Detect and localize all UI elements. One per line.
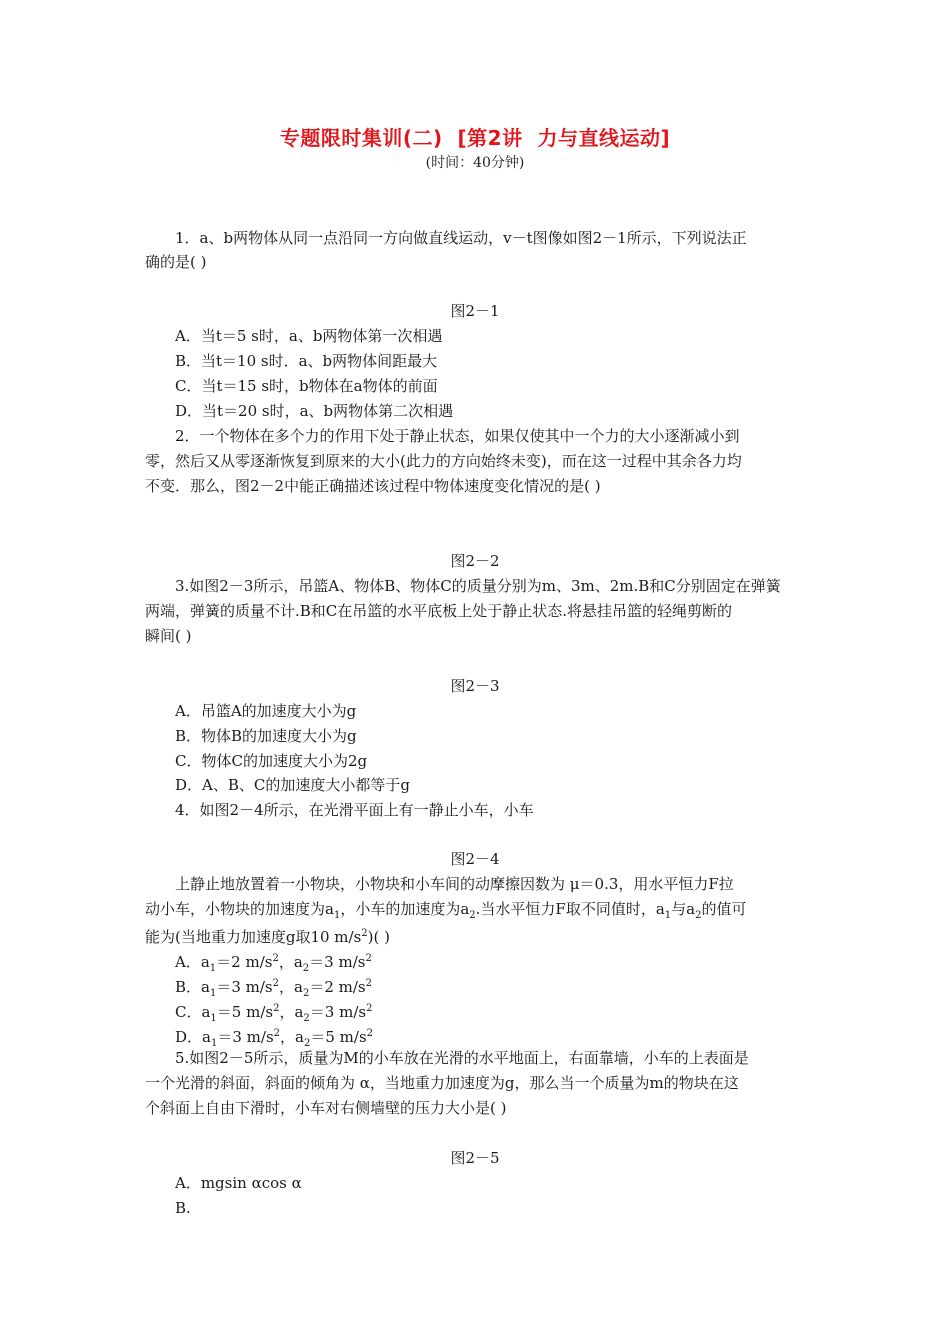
q5-stem-line1: 5.如图2－5所示，质量为M的小车放在光滑的水平地面上，右面靠墙，小车的上表面是 xyxy=(175,1049,749,1067)
q5-stem-line2: 一个光滑的斜面，斜面的倾角为 α，当地重力加速度为g，那么当一个质量为m的物块在这 xyxy=(145,1074,739,1092)
q4-option-c: C．$a_1=5$ $m/s^2$，$a_2=3$ $m/s^2$ xyxy=(175,1003,373,1024)
q4-stem-line2: 上静止地放置着一小物块，小物块和小车间的动摩擦因数为 μ＝0.3，用水平恒力F拉 xyxy=(175,875,734,893)
figure-caption-2-1: 图2－1 xyxy=(450,302,500,320)
q4-option-b: B．$a_1=3$ $m/s^2$，$a_2=2$ $m/s^2$ xyxy=(175,978,373,999)
q1-option-a: A．当t＝5 s时，a、b两物体第一次相遇 xyxy=(175,327,443,345)
q4-stem-line1: 4．如图2－4所示，在光滑平面上有一静止小车，小车 xyxy=(175,801,534,819)
q1-option-b: B．当t＝10 s时．a、b两物体间距最大 xyxy=(175,352,438,370)
q1-stem-line1: 1．a、b两物体从同一点沿同一方向做直线运动，v－t图像如图2－1所示，下列说法正 xyxy=(175,229,747,247)
q3-stem-line2: 两端，弹簧的质量不计.B和C在吊篮的水平底板上处于静止状态.将悬挂吊篮的轻绳剪断的 xyxy=(145,602,733,620)
q2-stem-line3: 不变．那么，图2－2中能正确描述该过程中物体速度变化情况的是( ) xyxy=(145,477,601,495)
figure-caption-2-2: 图2－2 xyxy=(450,552,500,570)
q5-option-b: B. xyxy=(175,1199,191,1217)
q2-stem-line1: 2．一个物体在多个力的作用下处于静止状态，如果仅使其中一个力的大小逐渐减小到 xyxy=(175,427,740,445)
q1-option-c: C．当t＝15 s时，b物体在a物体的前面 xyxy=(175,377,438,395)
q3-option-d: D．A、B、C的加速度大小都等于g xyxy=(175,776,410,794)
q2-stem-line2: 零，然后又从零逐渐恢复到原来的大小(此力的方向始终未变)，而在这一过程中其余各力均 xyxy=(145,452,742,470)
page-title: 专题限时集训(二) [第2讲 力与直线运动] xyxy=(279,126,671,150)
q4-option-a: A．$a_1=2$ $m/s^2$，$a_2=3$ $m/s^2$ xyxy=(175,953,372,974)
q1-option-d: D．当t＝20 s时，a、b两物体第二次相遇 xyxy=(175,402,454,420)
q3-option-b: B．物体B的加速度大小为g xyxy=(175,727,357,745)
q3-option-c: C．物体C的加速度大小为2g xyxy=(175,752,368,770)
q3-stem-line3: 瞬间( ) xyxy=(145,627,192,645)
q4-stem-line3: 动小车，小物块的加速度为$a_1$，小车的加速度为$a_2$.当水平恒力F取不同值时，$a_1$与$a_2$的值可 xyxy=(145,900,747,921)
q5-option-a: A．mgsin αcos α xyxy=(175,1174,302,1192)
q3-option-a: A．吊篮A的加速度大小为g xyxy=(175,702,357,720)
figure-caption-2-3: 图2－3 xyxy=(450,677,500,695)
figure-caption-2-4: 图2－4 xyxy=(450,850,500,868)
q3-stem-line1: 3.如图2－3所示，吊篮A、物体B、物体C的质量分别为m、3m、2m.B和C分别固定在弹簧 xyxy=(175,577,781,595)
q5-stem-line3: 个斜面上自由下滑时，小车对右侧墙壁的压力大小是( ) xyxy=(145,1099,507,1117)
q4-option-d: D．$a_1=3$ $m/s^2$，$a_2=5$ $m/s^2$ xyxy=(175,1028,374,1049)
q4-stem-line4: 能为(当地重力加速度g取10 $m/s^2$)( ) xyxy=(145,928,390,946)
figure-caption-2-5: 图2－5 xyxy=(450,1149,500,1167)
q1-stem-line2: 确的是( ) xyxy=(145,253,207,271)
time-limit: (时间：40分钟) xyxy=(425,155,525,171)
